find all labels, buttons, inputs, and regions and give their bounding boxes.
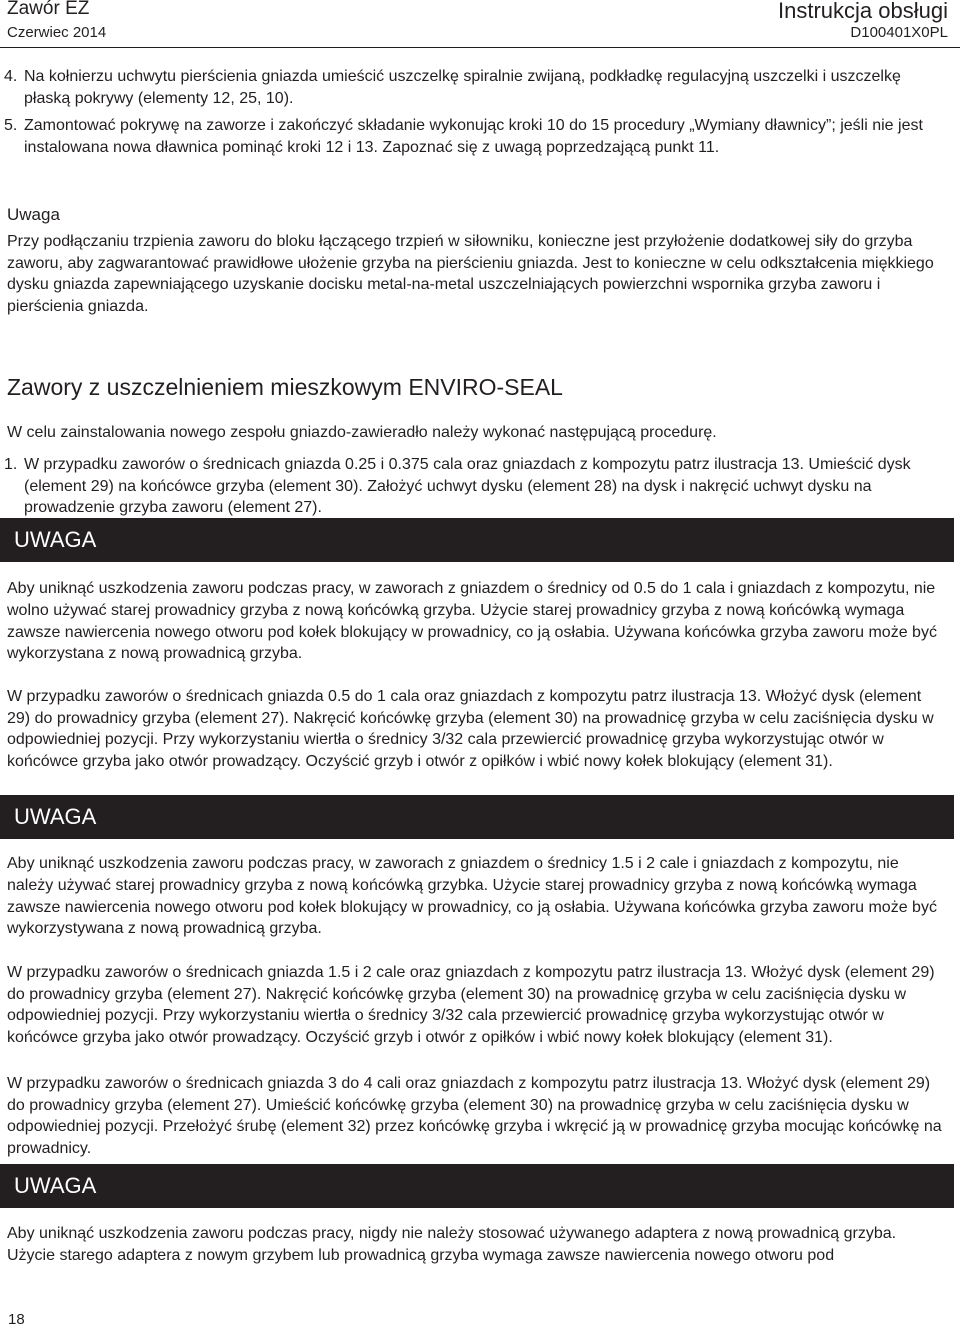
note-heading: Uwaga <box>7 205 60 224</box>
step-text: Zamontować pokrywę na zaworze i zakończyć składanie wykonując kroki 10 do 15 procedury „Wymiany dławnicy”; jeśli nie jest instalowana nowa dławnica pominąć kroki 12 i 13. Zapoznać się z uwagą poprzedzającą punkt 11. <box>24 117 923 156</box>
step-number: 5. <box>4 117 18 134</box>
step-number: 4. <box>4 68 18 85</box>
procedure-paragraph: W przypadku zaworów o średnicach gniazda 3 do 4 cali oraz gniazdach z kompozytu patrz ilustracja 13. Włożyć dysk (element 29) do prowadnicy grzyba (element 27). Umieścić końcówkę grzyba (element 30) na prowadnicę grzyba w celu zaciśnięcia dysku w odpowiedniej pozycji. Przełożyć śrubę (element 32) przez końcówkę grzyba i wkręcić ją w prowadnicę grzyba mocując końcówkę na prowadnicy. <box>7 1075 942 1157</box>
step-item <box>4 66 948 109</box>
warning-banner: UWAGA <box>0 1164 954 1208</box>
step-number: 1. <box>4 456 18 473</box>
header-divider <box>0 47 960 48</box>
document-type: Instrukcja obsługi <box>778 0 948 23</box>
step-item <box>4 454 948 519</box>
step-item <box>4 115 948 158</box>
document-number: D100401X0PL <box>850 24 948 41</box>
procedure-paragraph: W przypadku zaworów o średnicach gniazda 1.5 i 2 cale oraz gniazdach z kompozytu patrz ilustracja 13. Włożyć dysk (element 29) do prowadnicy grzyba (element 27). Nakręcić końcówkę grzyba (element 30) na prowadnicę grzyba w celu zaciśnięcia dysku w odpowiedniej pozycji. Przy wykorzystaniu wiertła o średnicy 3/32 cala przewiercić prowadnicę grzyba wykorzystując otwór w końcówce grzyba jako otwór prowadzący. Oczyścić grzyb i otwór z opiłków i wbić nowy kołek blokujący (element 31). <box>7 964 935 1046</box>
warning-text: Aby uniknąć uszkodzenia zaworu podczas pracy, w zaworach z gniazdem o średnicy 1.5 i 2 cale i gniazdach z kompozytu, nie należy używać starej prowadnicy grzyba z nową końcówką grzybka. Użycie starej prowadnicy grzyba z nową końcówką wymaga zawsze nawiercenia nowego otworu pod kołek blokujący w prowadnicy, co ją osłabia. Używana końcówka grzyba zaworu może być wykorzystywana z nową prowadnicą grzyba. <box>7 855 937 938</box>
publication-date: Czerwiec 2014 <box>7 24 107 41</box>
procedure-paragraph: W przypadku zaworów o średnicach gniazda 0.5 do 1 cala oraz gniazdach z kompozytu patrz ilustracja 13. Włożyć dysk (element 29) do prowadnicy grzyba (element 27). Nakręcić końcówkę grzyba (element 30) na prowadnicę grzyba w celu zaciśnięcia dysku w odpowiedniej pozycji. Przy wykorzystaniu wiertła o średnicy 3/32 cala przewiercić prowadnicę grzyba wykorzystując otwór w końcówce grzyba jako otwór prowadzący. Oczyścić grzyb i otwór z opiłków i wbić nowy kołek blokujący (element 31). <box>7 688 934 770</box>
section-heading: Zawory z uszczelnieniem mieszkowym ENVIRO-SEAL <box>7 374 563 400</box>
warning-text: Aby uniknąć uszkodzenia zaworu podczas pracy, nigdy nie należy stosować używanego adaptera z nową prowadnicą grzyba. Użycie starego adaptera z nowym grzybem lub prowadnicą grzyba wymaga zawsze nawiercenia nowego otworu pod <box>7 1225 897 1264</box>
product-name: Zawór EZ <box>7 0 90 19</box>
warning-text: Aby uniknąć uszkodzenia zaworu podczas pracy, w zaworach z gniazdem o średnicy od 0.5 do 1 cala i gniazdach z kompozytu, nie wolno używać starej prowadnicy grzyba z nową końcówką grzyba. Użycie starej prowadnicy grzyba z nową końcówką wymaga zawsze nawiercenia nowego otworu pod kołek blokujący w prowadnicy, co ją osłabia. Używana końcówka grzyba zaworu może być wykorzystana z nową prowadnicą grzyba. <box>7 580 937 663</box>
warning-banner: UWAGA <box>0 518 954 562</box>
step-text: W przypadku zaworów o średnicach gniazda 0.25 i 0.375 cala oraz gniazdach z kompozytu patrz ilustracja 13. Umieścić dysk (element 29) na końcówce grzyba (element 30). Założyć uchwyt dysku (element 28) na dysk i nakręcić uchwyt dysku na prowadzenie grzyba zaworu (element 27). <box>24 456 911 516</box>
step-text: Na kołnierzu uchwytu pierścienia gniazda umieścić uszczelkę spiralnie zwijaną, podkładkę regulacyjną uszczelki i uszczelkę płaską pokrywy (elementy 12, 25, 10). <box>24 68 901 107</box>
warning-banner: UWAGA <box>0 795 954 839</box>
page-number: 18 <box>8 1311 25 1328</box>
section-intro: W celu zainstalowania nowego zespołu gniazdo-zawieradło należy wykonać następującą procedurę. <box>7 424 717 441</box>
note-text: Przy podłączaniu trzpienia zaworu do bloku łączącego trzpień w siłowniku, konieczne jest przyłożenie dodatkowej siły do grzyba zaworu, aby zagwarantować prawidłowe ułożenie grzyba na pierścieniu gniazda. Jest to konieczne w celu odkształcenia miękkiego dysku gniazda zapewniającego uzyskanie docisku metal-na-metal uszczelniających powierzchni wspornika grzyba zaworu i pierścienia gniazda. <box>7 233 934 315</box>
